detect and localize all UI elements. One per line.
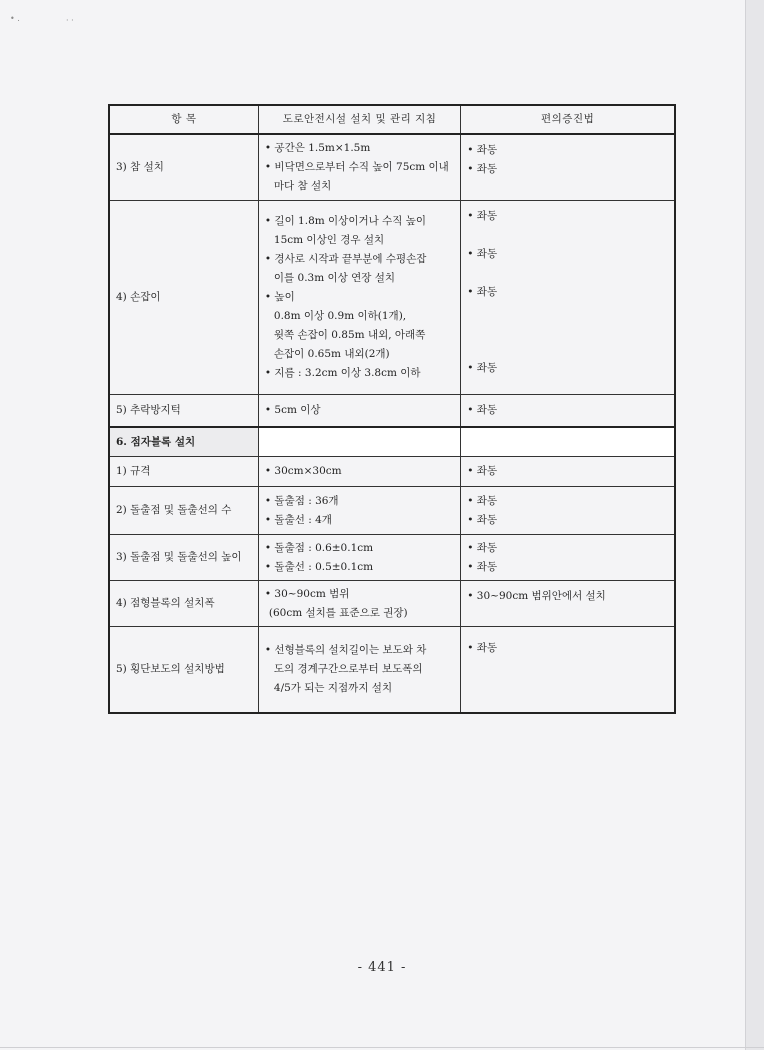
row-label: 5) 추락방지턱 bbox=[109, 394, 258, 427]
row-label: 5) 횡단보도의 설치방법 bbox=[109, 627, 258, 713]
bottom-edge bbox=[0, 1047, 764, 1048]
page-edge bbox=[746, 0, 764, 1050]
section-header-row bbox=[109, 427, 675, 457]
row-label: 3) 참 설치 bbox=[109, 134, 258, 200]
row-guideline: • 길이 1.8m 이상이거나 수직 높이 15cm 이상인 경우 설치 • 경사로 시작과 끝부분에 수평손잡 이를 0.3m 이상 연장 설치 • 높이 0.8m 이상 0.9m 이하(1개), 윗쪽 손잡이 0.85m 내외, 아래쪽 손잡이 0.65m 내외(2개) • 지름 : 3.2cm 이상 3.8cm 이하 bbox=[258, 200, 460, 394]
table-row bbox=[109, 487, 675, 535]
row-guideline: • 돌출점 : 36개 • 돌출선 : 4개 bbox=[258, 487, 460, 535]
header-item: 항 목 bbox=[109, 105, 258, 134]
row-guideline: • 공간은 1.5m×1.5m • 비닥면으로부터 수직 높이 75cm 이내 마다 참 설치 bbox=[258, 134, 460, 200]
row-guideline: • 30cm×30cm bbox=[258, 457, 460, 487]
row-law: • 좌동 bbox=[461, 394, 675, 427]
section-title: 6. 점자블록 설치 bbox=[109, 427, 258, 457]
row-guideline: • 선형블록의 설치길이는 보도와 차 도의 경계구간으로부터 보도폭의 4/5가 되는 지점까지 설치 bbox=[258, 627, 460, 713]
row-label: 4) 점형블록의 설치폭 bbox=[109, 581, 258, 627]
scan-speck: · · bbox=[66, 16, 74, 25]
row-law: • 좌동 • 좌동 bbox=[461, 487, 675, 535]
table-row bbox=[109, 200, 675, 394]
spec-table bbox=[108, 104, 676, 714]
table-header-row bbox=[109, 105, 675, 134]
header-guideline: 도로안전시설 설치 및 관리 지침 bbox=[258, 105, 460, 134]
row-law: • 좌동 • 좌동 • 좌동 • 좌동 bbox=[461, 200, 675, 394]
row-law: • 좌동 bbox=[461, 627, 675, 713]
row-guideline: • 돌출점 : 0.6±0.1cm • 돌출선 : 0.5±0.1cm bbox=[258, 535, 460, 581]
row-label: 3) 돌출점 및 돌출선의 높이 bbox=[109, 535, 258, 581]
row-guideline: • 30~90cm 범위 (60cm 설치를 표준으로 권장) bbox=[258, 581, 460, 627]
row-law: • 좌동 • 좌동 bbox=[461, 134, 675, 200]
table-row bbox=[109, 394, 675, 427]
row-law: • 좌동 bbox=[461, 457, 675, 487]
row-label: 4) 손잡이 bbox=[109, 200, 258, 394]
table-row bbox=[109, 535, 675, 581]
row-guideline: • 5cm 이상 bbox=[258, 394, 460, 427]
scan-speck: • . bbox=[10, 14, 20, 23]
table-row bbox=[109, 134, 675, 200]
row-law: • 30~90cm 범위안에서 설치 bbox=[461, 581, 675, 627]
row-label: 1) 규격 bbox=[109, 457, 258, 487]
table-row bbox=[109, 581, 675, 627]
row-law: • 좌동 • 좌동 bbox=[461, 535, 675, 581]
table-row bbox=[109, 627, 675, 713]
page-number: - 441 - bbox=[357, 960, 407, 975]
table-row bbox=[109, 457, 675, 487]
row-label: 2) 돌출점 및 돌출선의 수 bbox=[109, 487, 258, 535]
header-law: 편의증진법 bbox=[461, 105, 675, 134]
